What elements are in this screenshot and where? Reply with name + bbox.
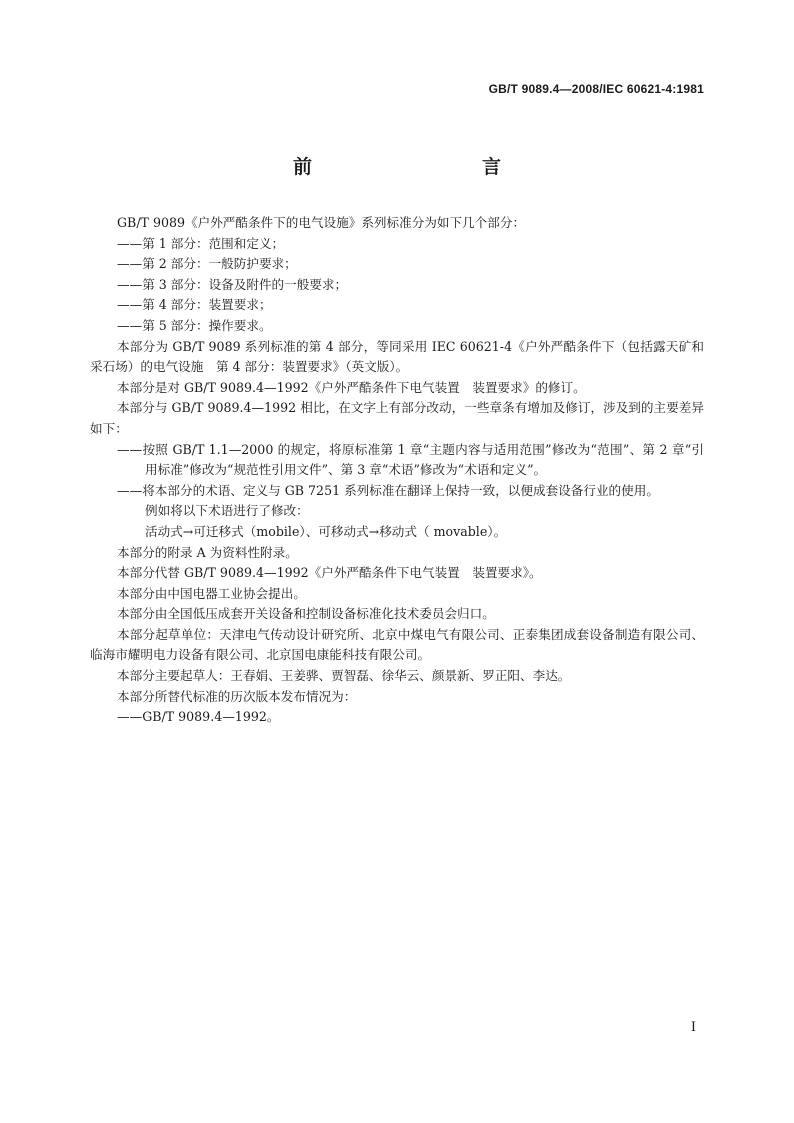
paragraph-proposed-by: 本部分由中国电器工业协会提出。: [117, 585, 306, 601]
paragraph-differences: 本部分与 GB/T 9089.4—1992 相比，在文字上有部分改动，一些章条有增加及修订，涉及到的主要差异如下：: [90, 400, 704, 436]
page-number: I: [690, 1020, 696, 1035]
list-item-part-3: ——第 3 部分：设备及附件的一般要求；: [117, 276, 348, 292]
list-item-part-1: ——第 1 部分：范围和定义；: [117, 235, 285, 251]
paragraph-history: 本部分所替代标准的历次版本发布情况为：: [117, 688, 357, 704]
list-item-difference-2: ——将本部分的术语、定义与 GB 7251 系列标准在翻译上保持一致，以便成套设备行业的使用。: [117, 482, 659, 498]
paragraph-adoption: 本部分为 GB/T 9089 系列标准的第 4 部分，等同采用 IEC 60621-4《户外严酷条件下（包括露天矿和采石场）的电气设施 第 4 部分：装置要求》（英文版）。: [90, 338, 704, 375]
paragraph-drafting-units: 本部分起草单位：天津电气传动设计研究所、北京中煤电气有限公司、正泰集团成套设备制造有限公司、临海市耀明电力设备有限公司、北京国电康能科技有限公司。: [90, 626, 704, 663]
list-item-difference-1: ——按照 GB/T 1.1—2000 的规定，将原标准第 1 章“主题内容与适用范围”修改为“范围”、第 2 章“引用标准”修改为“规范性引用文件”、第 3 章“术语”修改为“术语和定义”。: [117, 441, 704, 478]
difference-2-example: 例如将以下术语进行了修改：: [145, 503, 309, 519]
paragraph-annex: 本部分的附录 A 为资料性附录。: [117, 544, 298, 560]
list-item-part-4: ——第 4 部分：装置要求；: [117, 297, 272, 313]
difference-2-terms: 活动式→可迁移式（mobile）、可移动式→移动式（ movable）。: [145, 523, 507, 539]
list-item-history: ——GB/T 9089.4—1992。: [117, 709, 280, 725]
list-item-part-5: ——第 5 部分：操作要求。: [117, 317, 272, 333]
standard-code: GB/T 9089.4—2008/IEC 60621-4:1981: [488, 82, 704, 96]
list-item-part-2: ——第 2 部分：一般防护要求；: [117, 256, 297, 272]
page-title: 前 言: [292, 156, 545, 178]
document-body: [90, 213, 704, 728]
paragraph-drafters: 本部分主要起草人：王春娟、王姜骅、贾智磊、徐华云、颜景新、罗正阳、李达。: [117, 668, 571, 684]
paragraph-series-intro: GB/T 9089《户外严酷条件下的电气设施》系列标准分为如下几个部分：: [117, 215, 526, 230]
paragraph-replaces: 本部分代替 GB/T 9089.4—1992《户外严酷条件下电气装置 装置要求》。: [117, 565, 542, 581]
paragraph-revision: 本部分是对 GB/T 9089.4—1992《户外严酷条件下电气装置 装置要求》的修订。: [117, 379, 586, 395]
paragraph-under-jurisdiction: 本部分由全国低压成套开关设备和控制设备标准化技术委员会归口。: [117, 606, 495, 622]
